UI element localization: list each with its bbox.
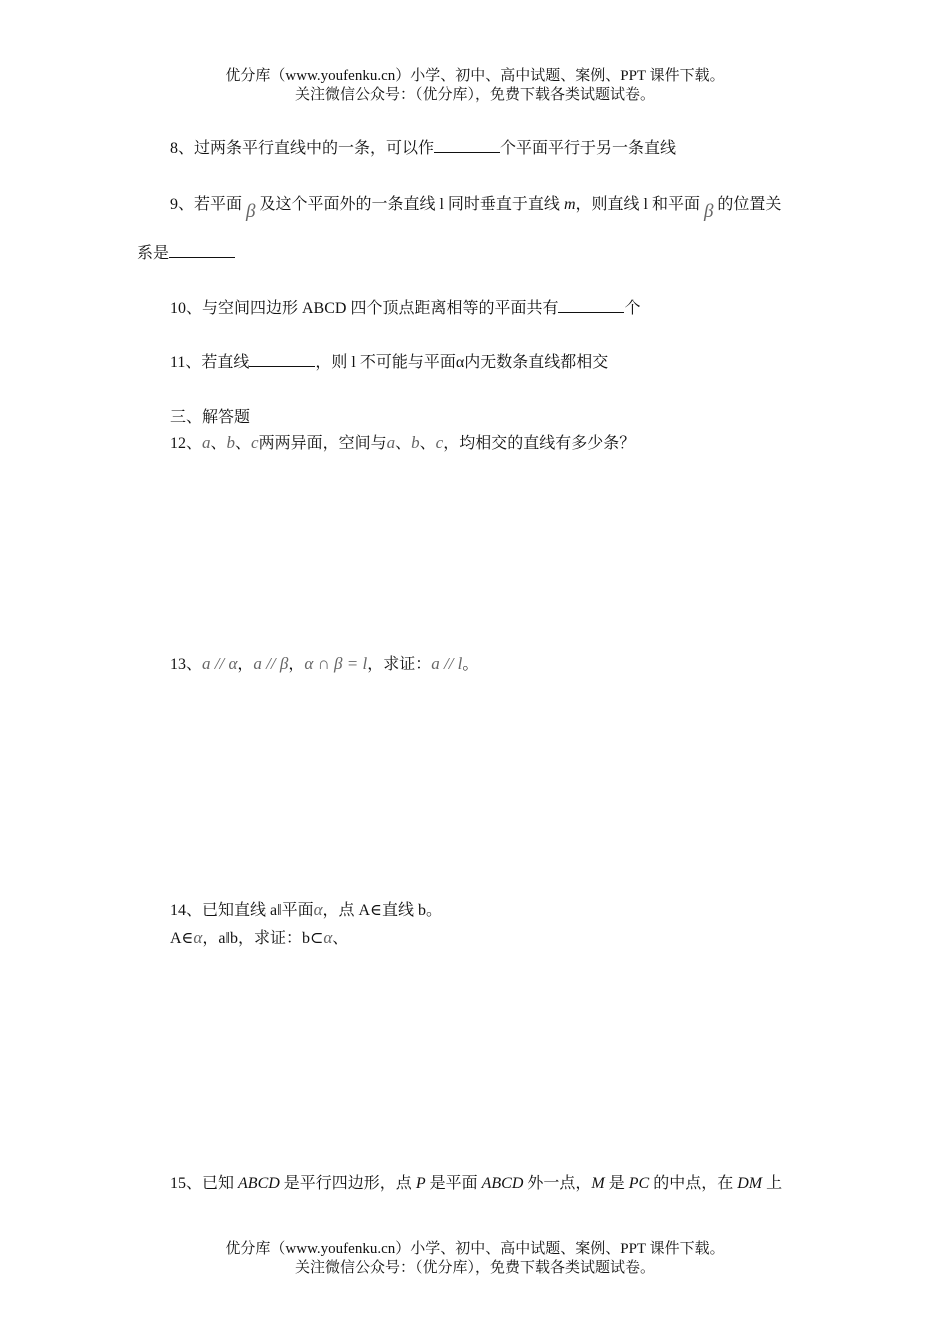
question-8 [170,138,676,160]
page-header [0,67,950,105]
q13-comma-2: ， [288,656,305,673]
q14-line1a: 14、已知直线 a‖平面 [170,902,314,919]
question-9 [170,193,782,222]
q14-line1b: ，点 A∈直线 b。 [322,902,442,919]
q12-b-2: b [411,433,420,452]
footer-line-1: 优分库（www.youfenku.cn）小学、初中、高中试题、案例、PPT 课件下载。 [225,1241,725,1257]
q11-text-after: ，则 l 不可能与平面α内无数条直线都相交 [315,354,609,371]
q12-a: a [202,433,211,452]
q12-c-2: c [435,433,444,452]
q13-comma-1: ， [237,656,254,673]
q10-text-after: 个 [624,300,641,317]
q14-line2c: 、 [332,930,349,947]
q15-t2: 是平行四边形，点 [283,1175,412,1192]
q13-end: 。 [462,656,479,673]
q14-line2b: ，a‖b，求证：b⊂ [202,930,324,947]
section-heading-3: 三、解答题 [170,409,251,426]
footer-line-2: 关注微信公众号：（优分库），免费下载各类试题试卷。 [294,1260,655,1276]
q15-t3: 是平面 [429,1175,478,1192]
q12-mid: 两两异面，空间与 [258,435,387,452]
q12-a-2: a [386,433,396,452]
q9-line2: 系是 [137,245,170,262]
q13-prove: ，求证： [367,656,432,673]
q14-alpha-1: α [313,900,323,919]
q10-blank [558,298,624,313]
q12-sep-2: 、 [235,435,252,452]
q15-p: P [415,1175,426,1192]
page-footer [0,1240,950,1278]
q15-abcd-1: ABCD [238,1175,280,1192]
q12-b: b [226,433,236,452]
q15-t4: 外一点， [527,1175,592,1192]
q9-part4: 的位置关 [717,196,782,213]
q13-cond-2: a // β [253,654,289,673]
q13-conclusion: a // l [431,654,463,673]
q15-t7: 上 [766,1175,783,1192]
q8-text-after: 个平面平行于另一条直线 [500,140,677,157]
q9-beta-symbol-1: β [246,201,256,222]
question-9-continued [137,243,235,265]
q11-blank [249,352,315,367]
question-15 [170,1173,782,1195]
q12-sep-3: 、 [395,435,412,452]
q9-blank [169,243,235,258]
header-line-2: 关注微信公众号：（优分库），免费下载各类试题试卷。 [294,87,655,103]
q14-alpha-3: α [323,928,333,947]
q12-sep-1: 、 [210,435,227,452]
question-10 [170,298,640,320]
q12-end: ，均相交的直线有多少条？ [443,435,636,452]
q9-part2: 及这个平面外的一条直线 l 同时垂直于直线 [259,196,560,213]
q9-beta-symbol-2: β [703,201,714,222]
q15-m: M [591,1175,605,1192]
q12-num: 12、 [170,435,203,452]
question-14-continued [170,927,348,950]
q13-cond-1: a // α [202,654,238,673]
header-line-1: 优分库（www.youfenku.cn）小学、初中、高中试题、案例、PPT 课件下载。 [225,68,725,84]
q15-dm: DM [737,1175,763,1192]
question-14 [170,899,442,922]
question-12 [170,432,635,455]
q15-pc: PC [628,1175,650,1192]
q13-num: 13、 [170,656,203,673]
q11-text-before: 11、若直线 [170,354,250,371]
q15-t5: 是 [608,1175,625,1192]
q8-blank [434,138,500,153]
q15-abcd-2: ABCD [481,1175,524,1192]
q9-part3: ，则直线 l 和平面 [575,196,700,213]
q9-m: m [563,196,576,213]
q13-cond-3: α ∩ β = l [304,654,368,673]
question-13 [170,653,478,676]
q10-text-before: 10、与空间四边形 ABCD 四个顶点距离相等的平面共有 [170,300,559,317]
q12-c: c [251,433,259,452]
q15-t1: 15、已知 [170,1175,235,1192]
question-11 [170,352,608,374]
q12-sep-4: 、 [419,435,436,452]
q15-t6: 的中点，在 [653,1175,734,1192]
q14-line2a: A∈ [170,930,194,947]
q8-text-before: 8、过两条平行直线中的一条，可以作 [170,140,435,157]
q9-part1: 9、若平面 [170,196,243,213]
q14-alpha-2: α [193,928,203,947]
